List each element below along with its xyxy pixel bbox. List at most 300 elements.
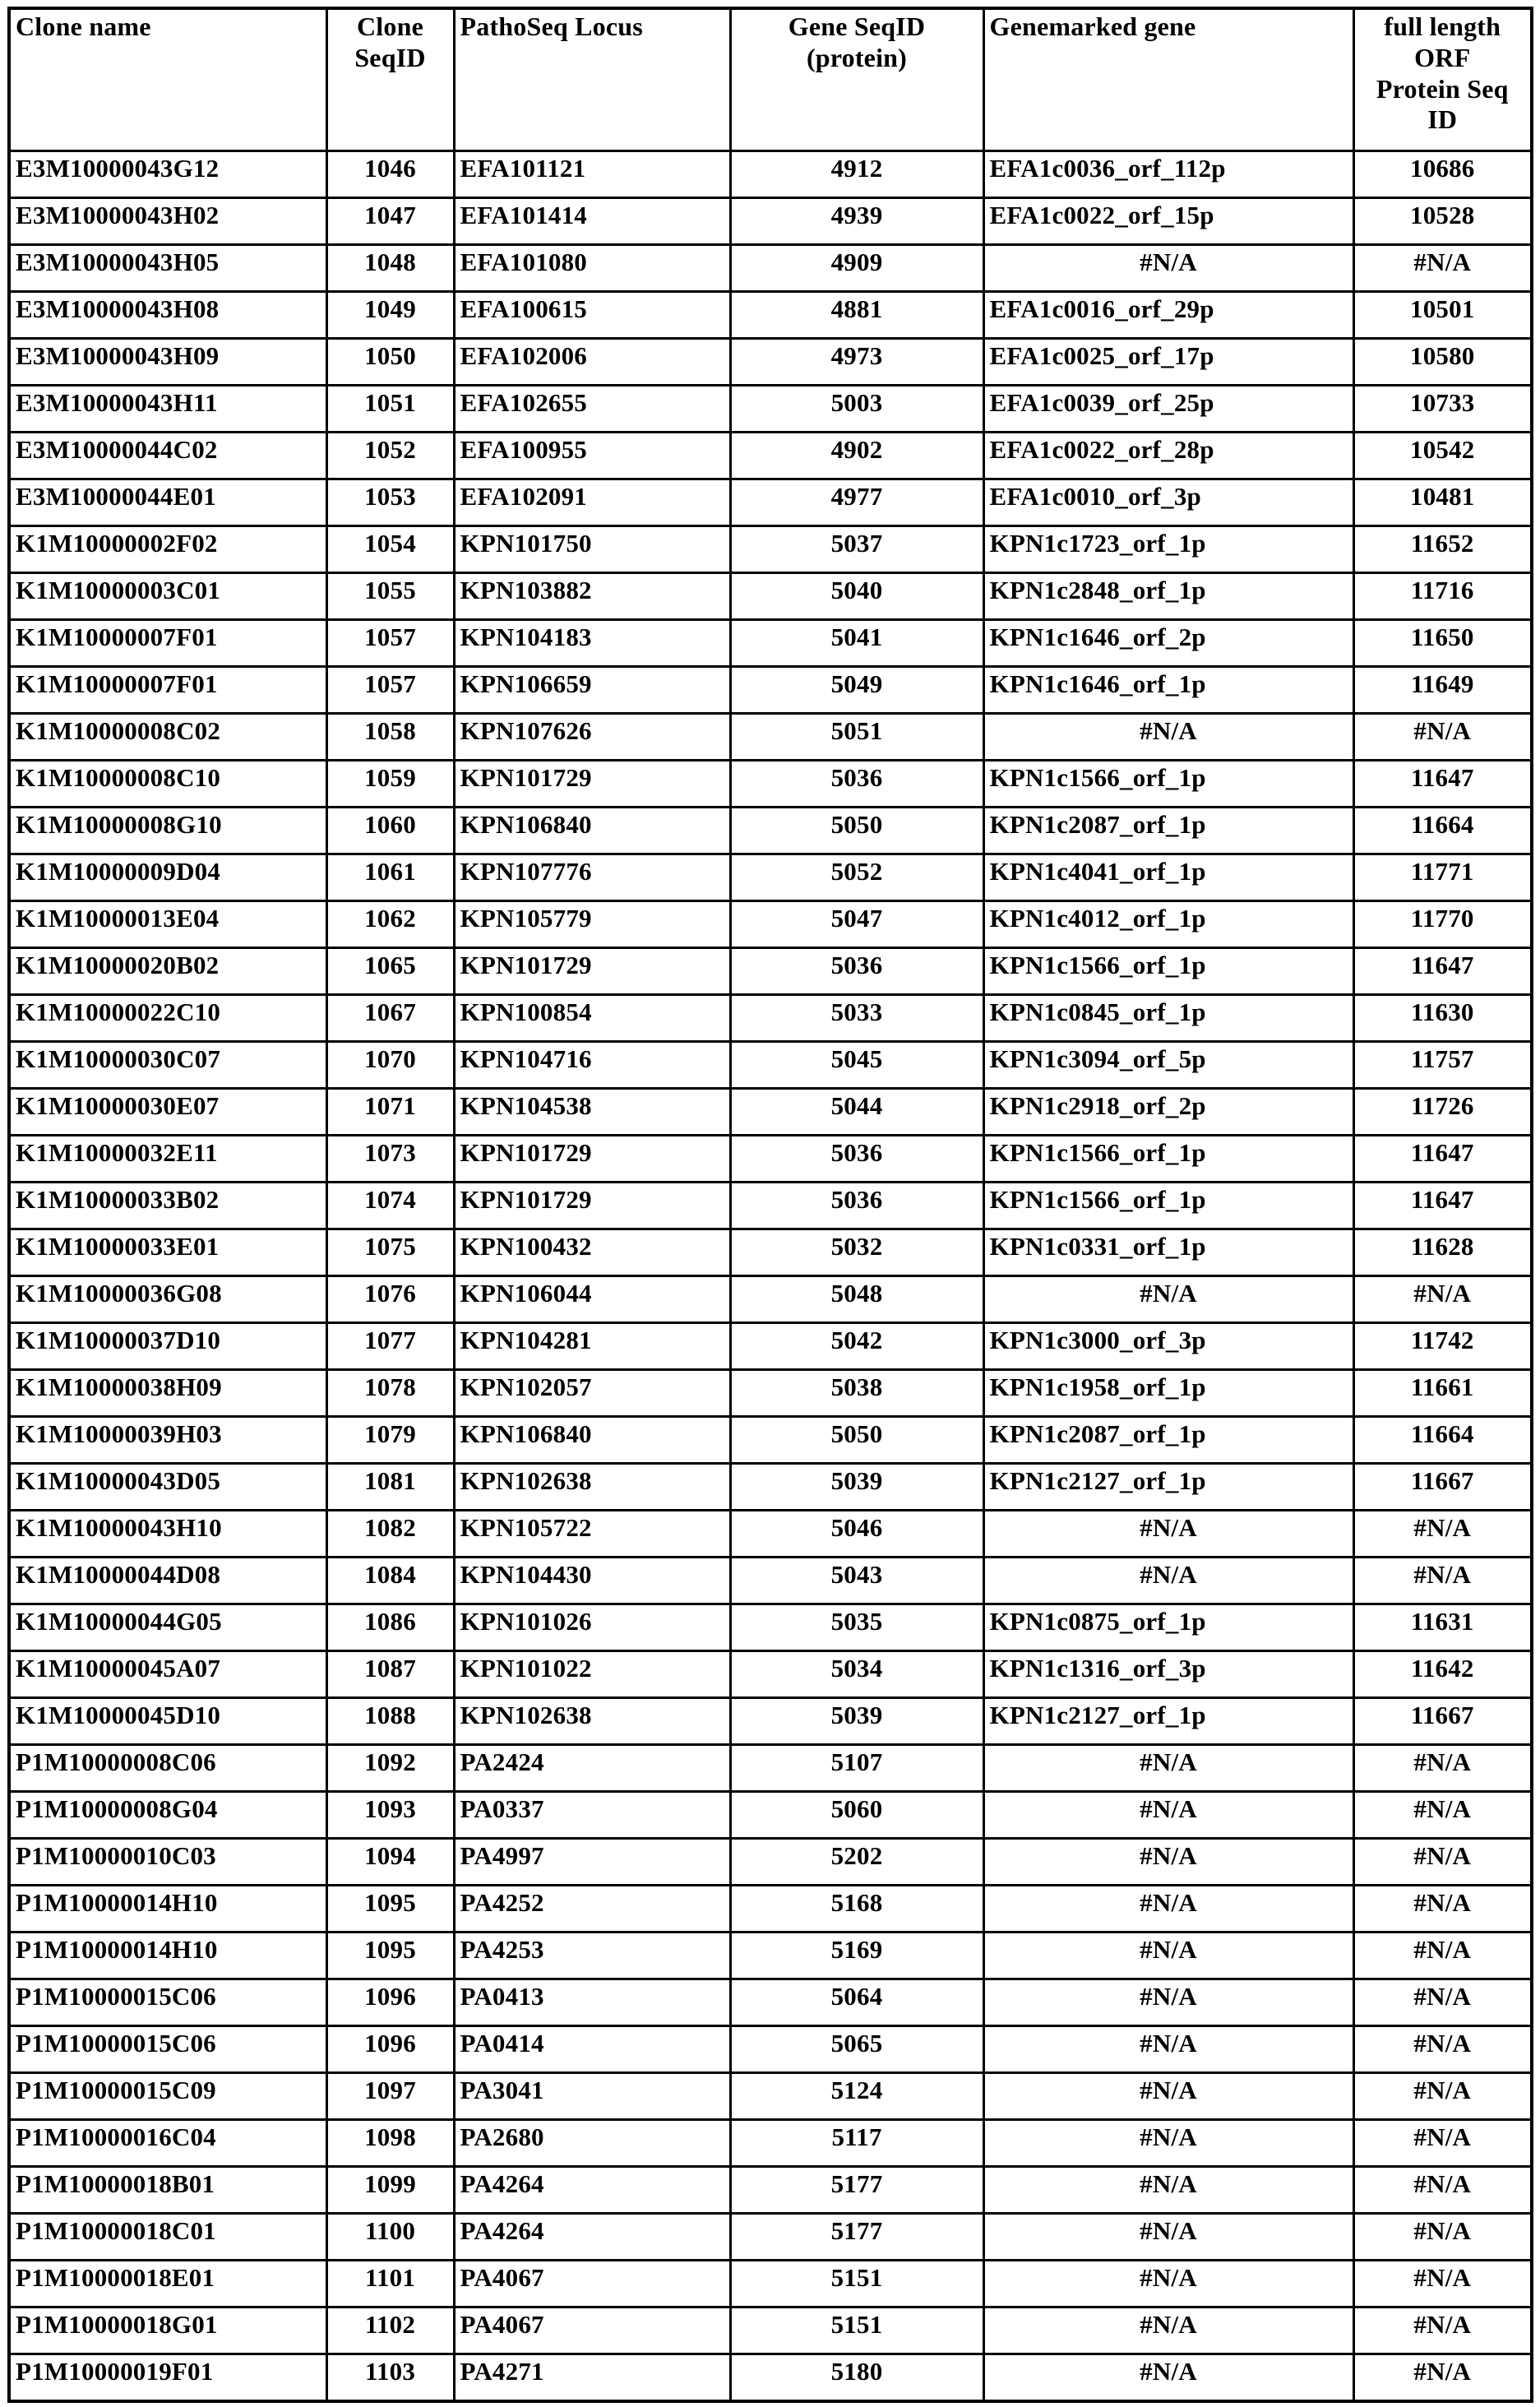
table-row (9, 1183, 1532, 1229)
cell-pathoseq_locus: PA4264 (454, 2167, 730, 2214)
cell-clone_name: E3M10000044E01 (9, 479, 326, 526)
cell-genemarked_gene: KPN1c1958_orf_1p (983, 1370, 1353, 1417)
cell-full_length_orf: 11664 (1353, 808, 1532, 854)
cell-clone_seqid: 1062 (326, 901, 454, 948)
cell-clone_name: P1M10000008G04 (9, 1792, 326, 1839)
cell-gene_seqid_protein: 5151 (730, 2261, 983, 2307)
cell-pathoseq_locus: KPN106659 (454, 667, 730, 714)
cell-genemarked_gene: KPN1c2127_orf_1p (983, 1464, 1353, 1511)
cell-gene_seqid_protein: 5168 (730, 1886, 983, 1933)
cell-pathoseq_locus: KPN100432 (454, 1229, 730, 1276)
cell-full_length_orf: #N/A (1353, 2214, 1532, 2261)
cell-gene_seqid_protein: 4973 (730, 339, 983, 386)
cell-clone_seqid: 1071 (326, 1089, 454, 1136)
column-header-gene_seqid_protein: Gene SeqID (protein) (730, 8, 983, 151)
cell-clone_name: K1M10000007F01 (9, 620, 326, 667)
cell-pathoseq_locus: KPN104716 (454, 1042, 730, 1089)
cell-clone_name: P1M10000018E01 (9, 2261, 326, 2307)
cell-full_length_orf: 11628 (1353, 1229, 1532, 1276)
cell-clone_seqid: 1048 (326, 245, 454, 292)
cell-clone_name: P1M10000018C01 (9, 2214, 326, 2261)
cell-gene_seqid_protein: 5046 (730, 1511, 983, 1558)
cell-genemarked_gene: EFA1c0022_orf_28p (983, 433, 1353, 479)
cell-clone_name: P1M10000015C06 (9, 1979, 326, 2026)
cell-gene_seqid_protein: 5117 (730, 2120, 983, 2167)
cell-genemarked_gene: #N/A (983, 2026, 1353, 2073)
cell-genemarked_gene: EFA1c0016_orf_29p (983, 292, 1353, 339)
cell-gene_seqid_protein: 5039 (730, 1464, 983, 1511)
cell-genemarked_gene: KPN1c0331_orf_1p (983, 1229, 1353, 1276)
cell-gene_seqid_protein: 5039 (730, 1698, 983, 1745)
cell-genemarked_gene: #N/A (983, 1276, 1353, 1323)
cell-pathoseq_locus: PA2680 (454, 2120, 730, 2167)
cell-gene_seqid_protein: 5180 (730, 2354, 983, 2402)
cell-pathoseq_locus: KPN105779 (454, 901, 730, 948)
table-row (9, 1136, 1532, 1183)
table-row (9, 1464, 1532, 1511)
cell-genemarked_gene: KPN1c2087_orf_1p (983, 1417, 1353, 1464)
column-header-clone_name: Clone name (9, 8, 326, 151)
cell-clone_name: K1M10000038H09 (9, 1370, 326, 1417)
cell-full_length_orf: #N/A (1353, 2026, 1532, 2073)
cell-clone_seqid: 1079 (326, 1417, 454, 1464)
cell-clone_name: K1M10000043D05 (9, 1464, 326, 1511)
cell-clone_name: K1M10000007F01 (9, 667, 326, 714)
table-row (9, 292, 1532, 339)
cell-genemarked_gene: #N/A (983, 2261, 1353, 2307)
cell-clone_name: K1M10000037D10 (9, 1323, 326, 1370)
cell-clone_seqid: 1050 (326, 339, 454, 386)
cell-genemarked_gene: KPN1c4012_orf_1p (983, 901, 1353, 948)
cell-pathoseq_locus: PA4252 (454, 1886, 730, 1933)
cell-clone_seqid: 1096 (326, 1979, 454, 2026)
cell-gene_seqid_protein: 5037 (730, 526, 983, 573)
cell-gene_seqid_protein: 5044 (730, 1089, 983, 1136)
cell-full_length_orf: 11642 (1353, 1651, 1532, 1698)
cell-clone_name: E3M10000043H11 (9, 386, 326, 433)
cell-clone_seqid: 1067 (326, 995, 454, 1042)
cell-gene_seqid_protein: 5043 (730, 1558, 983, 1604)
cell-clone_seqid: 1075 (326, 1229, 454, 1276)
column-header-full_length_orf: full length ORF Protein Seq ID (1353, 8, 1532, 151)
cell-gene_seqid_protein: 5040 (730, 573, 983, 620)
cell-full_length_orf: 10686 (1353, 151, 1532, 198)
cell-gene_seqid_protein: 5036 (730, 1136, 983, 1183)
cell-clone_seqid: 1054 (326, 526, 454, 573)
cell-genemarked_gene: KPN1c1316_orf_3p (983, 1651, 1353, 1698)
cell-pathoseq_locus: EFA101414 (454, 198, 730, 245)
cell-full_length_orf: #N/A (1353, 1558, 1532, 1604)
cell-full_length_orf: #N/A (1353, 1933, 1532, 1979)
cell-genemarked_gene: KPN1c1566_orf_1p (983, 761, 1353, 808)
table-row (9, 1886, 1532, 1933)
cell-gene_seqid_protein: 5045 (730, 1042, 983, 1089)
cell-clone_seqid: 1100 (326, 2214, 454, 2261)
cell-clone_name: K1M10000013E04 (9, 901, 326, 948)
table-row (9, 2261, 1532, 2307)
cell-full_length_orf: 11647 (1353, 1183, 1532, 1229)
cell-clone_seqid: 1076 (326, 1276, 454, 1323)
cell-full_length_orf: #N/A (1353, 2120, 1532, 2167)
cell-pathoseq_locus: EFA102006 (454, 339, 730, 386)
cell-clone_seqid: 1081 (326, 1464, 454, 1511)
cell-gene_seqid_protein: 4977 (730, 479, 983, 526)
cell-clone_seqid: 1082 (326, 1511, 454, 1558)
cell-full_length_orf: 10580 (1353, 339, 1532, 386)
cell-clone_seqid: 1070 (326, 1042, 454, 1089)
cell-gene_seqid_protein: 5169 (730, 1933, 983, 1979)
cell-gene_seqid_protein: 5041 (730, 620, 983, 667)
cell-full_length_orf: #N/A (1353, 714, 1532, 761)
cell-full_length_orf: 10528 (1353, 198, 1532, 245)
cell-full_length_orf: #N/A (1353, 1979, 1532, 2026)
table-row (9, 948, 1532, 995)
cell-pathoseq_locus: KPN101729 (454, 1136, 730, 1183)
cell-pathoseq_locus: KPN104183 (454, 620, 730, 667)
cell-gene_seqid_protein: 5048 (730, 1276, 983, 1323)
cell-gene_seqid_protein: 5038 (730, 1370, 983, 1417)
cell-clone_name: K1M10000008G10 (9, 808, 326, 854)
cell-genemarked_gene: #N/A (983, 1839, 1353, 1886)
cell-clone_name: P1M10000014H10 (9, 1933, 326, 1979)
cell-full_length_orf: 11664 (1353, 1417, 1532, 1464)
table-row (9, 1042, 1532, 1089)
table-row (9, 2073, 1532, 2120)
cell-gene_seqid_protein: 5151 (730, 2307, 983, 2354)
table-row (9, 1417, 1532, 1464)
cell-clone_name: P1M10000016C04 (9, 2120, 326, 2167)
table-row (9, 995, 1532, 1042)
cell-clone_name: P1M10000010C03 (9, 1839, 326, 1886)
cell-genemarked_gene: #N/A (983, 714, 1353, 761)
cell-clone_name: K1M10000020B02 (9, 948, 326, 995)
cell-clone_name: K1M10000043H10 (9, 1511, 326, 1558)
cell-clone_name: K1M10000022C10 (9, 995, 326, 1042)
cell-clone_seqid: 1088 (326, 1698, 454, 1745)
cell-pathoseq_locus: KPN100854 (454, 995, 730, 1042)
cell-genemarked_gene: KPN1c1723_orf_1p (983, 526, 1353, 573)
cell-clone_seqid: 1060 (326, 808, 454, 854)
cell-pathoseq_locus: KPN101026 (454, 1604, 730, 1651)
table-row (9, 2307, 1532, 2354)
table-row (9, 1839, 1532, 1886)
cell-pathoseq_locus: KPN101022 (454, 1651, 730, 1698)
table-row (9, 1979, 1532, 2026)
table-row (9, 761, 1532, 808)
cell-pathoseq_locus: PA4067 (454, 2307, 730, 2354)
cell-clone_name: E3M10000043G12 (9, 151, 326, 198)
cell-genemarked_gene: #N/A (983, 1511, 1353, 1558)
cell-full_length_orf: 11647 (1353, 761, 1532, 808)
table-row (9, 2214, 1532, 2261)
cell-gene_seqid_protein: 5050 (730, 808, 983, 854)
cell-genemarked_gene: #N/A (983, 2073, 1353, 2120)
table-row (9, 1370, 1532, 1417)
cell-full_length_orf: 10542 (1353, 433, 1532, 479)
cell-full_length_orf: #N/A (1353, 245, 1532, 292)
cell-gene_seqid_protein: 5050 (730, 1417, 983, 1464)
cell-pathoseq_locus: KPN104538 (454, 1089, 730, 1136)
cell-full_length_orf: 11667 (1353, 1698, 1532, 1745)
cell-full_length_orf: 10733 (1353, 386, 1532, 433)
cell-full_length_orf: 11647 (1353, 1136, 1532, 1183)
cell-clone_name: K1M10000032E11 (9, 1136, 326, 1183)
cell-full_length_orf: #N/A (1353, 1511, 1532, 1558)
cell-clone_seqid: 1058 (326, 714, 454, 761)
cell-clone_name: P1M10000018G01 (9, 2307, 326, 2354)
cell-clone_name: K1M10000002F02 (9, 526, 326, 573)
table-row (9, 667, 1532, 714)
cell-clone_seqid: 1049 (326, 292, 454, 339)
cell-full_length_orf: 11652 (1353, 526, 1532, 573)
cell-gene_seqid_protein: 5202 (730, 1839, 983, 1886)
cell-gene_seqid_protein: 5064 (730, 1979, 983, 2026)
table-row (9, 901, 1532, 948)
cell-full_length_orf: 11630 (1353, 995, 1532, 1042)
table-row (9, 198, 1532, 245)
cell-gene_seqid_protein: 5042 (730, 1323, 983, 1370)
cell-full_length_orf: 10481 (1353, 479, 1532, 526)
table-row (9, 1276, 1532, 1323)
table-row (9, 1229, 1532, 1276)
cell-gene_seqid_protein: 5033 (730, 995, 983, 1042)
table-row (9, 1604, 1532, 1651)
cell-genemarked_gene: EFA1c0025_orf_17p (983, 339, 1353, 386)
cell-pathoseq_locus: EFA102655 (454, 386, 730, 433)
cell-gene_seqid_protein: 5107 (730, 1745, 983, 1792)
cell-pathoseq_locus: KPN105722 (454, 1511, 730, 1558)
cell-gene_seqid_protein: 5036 (730, 948, 983, 995)
cell-full_length_orf: #N/A (1353, 2261, 1532, 2307)
cell-genemarked_gene: #N/A (983, 2167, 1353, 2214)
clone-sequence-table (7, 7, 1533, 2403)
cell-gene_seqid_protein: 5052 (730, 854, 983, 901)
cell-genemarked_gene: KPN1c2127_orf_1p (983, 1698, 1353, 1745)
cell-full_length_orf: #N/A (1353, 1276, 1532, 1323)
cell-clone_seqid: 1095 (326, 1933, 454, 1979)
cell-clone_seqid: 1074 (326, 1183, 454, 1229)
cell-clone_seqid: 1057 (326, 667, 454, 714)
cell-pathoseq_locus: PA4253 (454, 1933, 730, 1979)
cell-clone_seqid: 1046 (326, 151, 454, 198)
cell-clone_seqid: 1077 (326, 1323, 454, 1370)
cell-gene_seqid_protein: 4902 (730, 433, 983, 479)
cell-gene_seqid_protein: 5035 (730, 1604, 983, 1651)
cell-pathoseq_locus: KPN106840 (454, 1417, 730, 1464)
table-row (9, 1745, 1532, 1792)
cell-pathoseq_locus: KPN104430 (454, 1558, 730, 1604)
cell-clone_name: E3M10000043H09 (9, 339, 326, 386)
cell-clone_seqid: 1057 (326, 620, 454, 667)
cell-clone_name: E3M10000043H05 (9, 245, 326, 292)
cell-pathoseq_locus: PA0337 (454, 1792, 730, 1839)
cell-clone_name: P1M10000008C06 (9, 1745, 326, 1792)
cell-full_length_orf: #N/A (1353, 2354, 1532, 2402)
cell-clone_name: K1M10000030E07 (9, 1089, 326, 1136)
cell-clone_name: K1M10000003C01 (9, 573, 326, 620)
cell-full_length_orf: #N/A (1353, 2167, 1532, 2214)
cell-clone_seqid: 1051 (326, 386, 454, 433)
cell-full_length_orf: 11716 (1353, 573, 1532, 620)
cell-clone_name: K1M10000008C02 (9, 714, 326, 761)
cell-clone_name: P1M10000015C06 (9, 2026, 326, 2073)
table-row (9, 1651, 1532, 1698)
cell-full_length_orf: #N/A (1353, 2307, 1532, 2354)
cell-clone_name: K1M10000045D10 (9, 1698, 326, 1745)
cell-genemarked_gene: #N/A (983, 1979, 1353, 2026)
column-header-clone_seqid: Clone SeqID (326, 8, 454, 151)
cell-genemarked_gene: EFA1c0039_orf_25p (983, 386, 1353, 433)
cell-full_length_orf: 11667 (1353, 1464, 1532, 1511)
table-row (9, 433, 1532, 479)
cell-genemarked_gene: EFA1c0036_orf_112p (983, 151, 1353, 198)
table-row (9, 245, 1532, 292)
cell-gene_seqid_protein: 5034 (730, 1651, 983, 1698)
cell-clone_name: K1M10000008C10 (9, 761, 326, 808)
cell-pathoseq_locus: PA4271 (454, 2354, 730, 2402)
cell-genemarked_gene: EFA1c0010_orf_3p (983, 479, 1353, 526)
table-row (9, 386, 1532, 433)
cell-pathoseq_locus: PA3041 (454, 2073, 730, 2120)
cell-clone_seqid: 1087 (326, 1651, 454, 1698)
cell-clone_seqid: 1095 (326, 1886, 454, 1933)
cell-gene_seqid_protein: 5051 (730, 714, 983, 761)
cell-clone_seqid: 1096 (326, 2026, 454, 2073)
cell-genemarked_gene: KPN1c0845_orf_1p (983, 995, 1353, 1042)
cell-gene_seqid_protein: 5177 (730, 2214, 983, 2261)
cell-pathoseq_locus: KPN101750 (454, 526, 730, 573)
cell-gene_seqid_protein: 5065 (730, 2026, 983, 2073)
cell-clone_seqid: 1097 (326, 2073, 454, 2120)
table-row (9, 808, 1532, 854)
cell-pathoseq_locus: KPN106044 (454, 1276, 730, 1323)
cell-gene_seqid_protein: 5060 (730, 1792, 983, 1839)
cell-clone_name: P1M10000015C09 (9, 2073, 326, 2120)
cell-pathoseq_locus: KPN101729 (454, 948, 730, 995)
table-row (9, 1933, 1532, 1979)
cell-genemarked_gene: KPN1c1566_orf_1p (983, 1183, 1353, 1229)
cell-clone_seqid: 1094 (326, 1839, 454, 1886)
cell-pathoseq_locus: EFA101080 (454, 245, 730, 292)
cell-genemarked_gene: #N/A (983, 1558, 1353, 1604)
cell-clone_seqid: 1093 (326, 1792, 454, 1839)
cell-pathoseq_locus: KPN101729 (454, 1183, 730, 1229)
cell-clone_name: K1M10000036G08 (9, 1276, 326, 1323)
table-row (9, 1792, 1532, 1839)
cell-pathoseq_locus: PA2424 (454, 1745, 730, 1792)
cell-pathoseq_locus: KPN103882 (454, 573, 730, 620)
cell-clone_name: K1M10000030C07 (9, 1042, 326, 1089)
cell-full_length_orf: 11726 (1353, 1089, 1532, 1136)
cell-genemarked_gene: #N/A (983, 2354, 1353, 2402)
cell-genemarked_gene: KPN1c2918_orf_2p (983, 1089, 1353, 1136)
cell-clone_seqid: 1061 (326, 854, 454, 901)
cell-clone_seqid: 1086 (326, 1604, 454, 1651)
cell-full_length_orf: 11661 (1353, 1370, 1532, 1417)
cell-pathoseq_locus: KPN102638 (454, 1698, 730, 1745)
table-row (9, 526, 1532, 573)
cell-clone_seqid: 1052 (326, 433, 454, 479)
cell-clone_name: K1M10000039H03 (9, 1417, 326, 1464)
cell-genemarked_gene: KPN1c3094_orf_5p (983, 1042, 1353, 1089)
cell-genemarked_gene: KPN1c1566_orf_1p (983, 948, 1353, 995)
cell-full_length_orf: #N/A (1353, 1886, 1532, 1933)
cell-clone_seqid: 1099 (326, 2167, 454, 2214)
cell-full_length_orf: 11631 (1353, 1604, 1532, 1651)
table-header (9, 8, 1532, 151)
cell-full_length_orf: #N/A (1353, 1839, 1532, 1886)
table-row (9, 2120, 1532, 2167)
cell-full_length_orf: 11771 (1353, 854, 1532, 901)
cell-full_length_orf: 10501 (1353, 292, 1532, 339)
cell-pathoseq_locus: KPN104281 (454, 1323, 730, 1370)
cell-gene_seqid_protein: 5177 (730, 2167, 983, 2214)
cell-genemarked_gene: #N/A (983, 1745, 1353, 1792)
cell-genemarked_gene: #N/A (983, 2307, 1353, 2354)
cell-genemarked_gene: KPN1c4041_orf_1p (983, 854, 1353, 901)
cell-gene_seqid_protein: 5032 (730, 1229, 983, 1276)
cell-gene_seqid_protein: 4912 (730, 151, 983, 198)
cell-gene_seqid_protein: 4939 (730, 198, 983, 245)
cell-pathoseq_locus: EFA100955 (454, 433, 730, 479)
cell-genemarked_gene: #N/A (983, 245, 1353, 292)
cell-clone_name: K1M10000044G05 (9, 1604, 326, 1651)
table-row (9, 854, 1532, 901)
cell-clone_name: E3M10000043H08 (9, 292, 326, 339)
cell-clone_name: P1M10000019F01 (9, 2354, 326, 2402)
cell-genemarked_gene: #N/A (983, 1792, 1353, 1839)
cell-clone_seqid: 1092 (326, 1745, 454, 1792)
cell-genemarked_gene: #N/A (983, 2120, 1353, 2167)
cell-pathoseq_locus: KPN107776 (454, 854, 730, 901)
cell-gene_seqid_protein: 5124 (730, 2073, 983, 2120)
cell-clone_name: E3M10000043H02 (9, 198, 326, 245)
cell-gene_seqid_protein: 5003 (730, 386, 983, 433)
cell-full_length_orf: 11649 (1353, 667, 1532, 714)
cell-clone_name: K1M10000033B02 (9, 1183, 326, 1229)
cell-clone_seqid: 1084 (326, 1558, 454, 1604)
cell-clone_seqid: 1102 (326, 2307, 454, 2354)
cell-clone_seqid: 1098 (326, 2120, 454, 2167)
cell-pathoseq_locus: EFA102091 (454, 479, 730, 526)
cell-clone_seqid: 1053 (326, 479, 454, 526)
cell-pathoseq_locus: PA4997 (454, 1839, 730, 1886)
header-row (9, 8, 1532, 151)
table-row (9, 2167, 1532, 2214)
cell-genemarked_gene: KPN1c2848_orf_1p (983, 573, 1353, 620)
cell-clone_seqid: 1103 (326, 2354, 454, 2402)
cell-full_length_orf: #N/A (1353, 1792, 1532, 1839)
cell-pathoseq_locus: KPN101729 (454, 761, 730, 808)
cell-clone_name: K1M10000009D04 (9, 854, 326, 901)
table-body (9, 151, 1532, 2402)
table-row (9, 620, 1532, 667)
table-row (9, 339, 1532, 386)
cell-full_length_orf: 11647 (1353, 948, 1532, 995)
cell-pathoseq_locus: EFA101121 (454, 151, 730, 198)
cell-full_length_orf: 11757 (1353, 1042, 1532, 1089)
cell-clone_name: P1M10000014H10 (9, 1886, 326, 1933)
cell-pathoseq_locus: KPN102638 (454, 1464, 730, 1511)
table-row (9, 1558, 1532, 1604)
cell-pathoseq_locus: PA4067 (454, 2261, 730, 2307)
table-row (9, 1511, 1532, 1558)
column-header-pathoseq_locus: PathoSeq Locus (454, 8, 730, 151)
cell-pathoseq_locus: PA0414 (454, 2026, 730, 2073)
cell-gene_seqid_protein: 4881 (730, 292, 983, 339)
table-row (9, 2354, 1532, 2402)
cell-pathoseq_locus: EFA100615 (454, 292, 730, 339)
